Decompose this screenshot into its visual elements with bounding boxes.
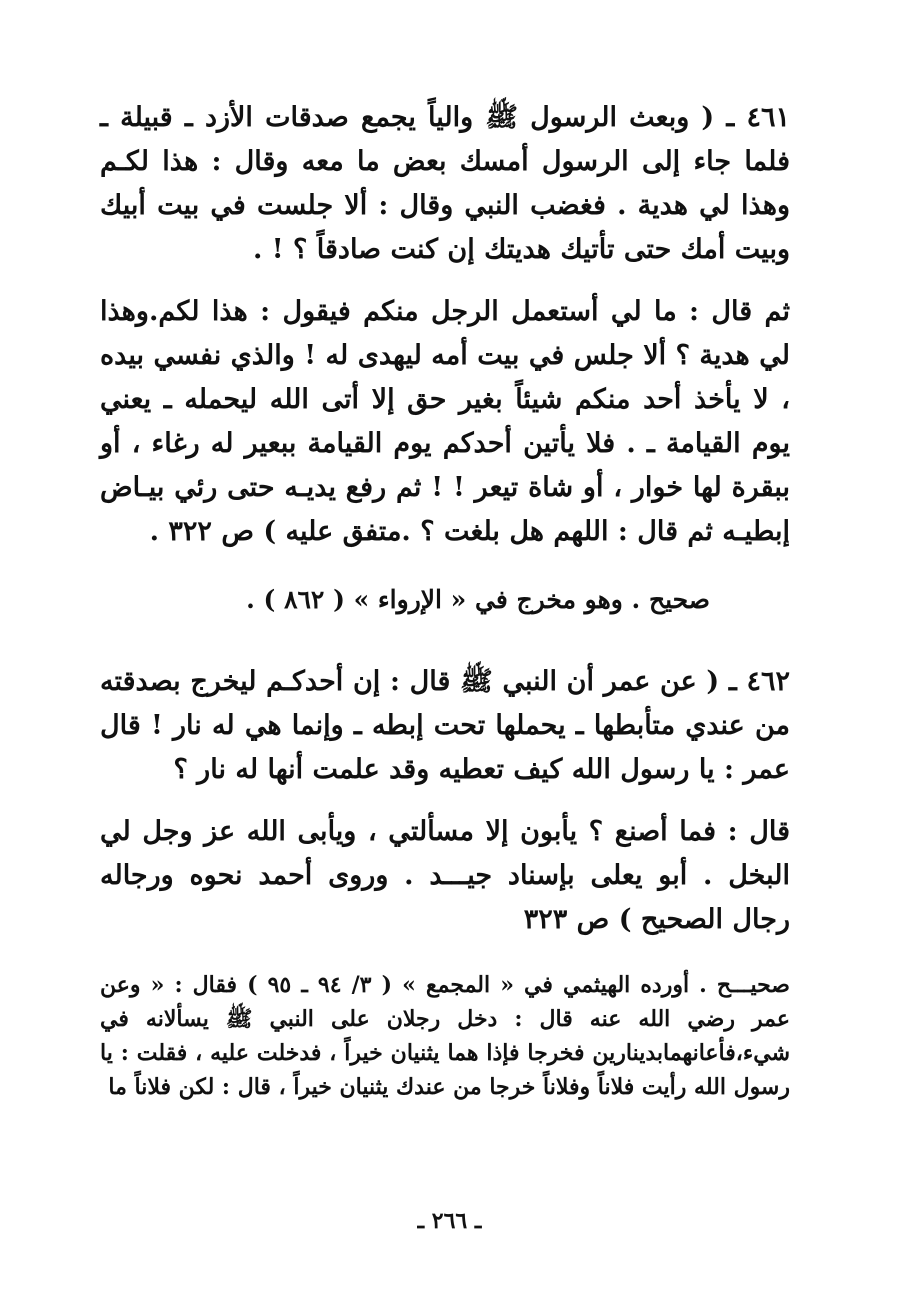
hadith-462-note: صحيـــح . أورده الهيثمي في « المجمع » ( ٣/ ٩٤ ـ ٩٥ ) فقال : « وعن عمر رضي الله عنه قال : دخل رجلان على النبي ﷺ يسألانه في شيء،فأعانهمابدينارين فخرجا فإذا هما يثنيان خيراً ، فدخلت عليه ، فقلت : يا رسول الله رأيت فلاناً وفلاناً خرجا من عندك يثنيان خيراً ، قال : لكن فلاناً ما [100, 972, 790, 1100]
hadith-462-commentary [100, 968, 790, 1104]
hadith-461 [100, 96, 790, 554]
hadith-461-text: ٤٦١ ـ ( وبعث الرسول ﷺ والياً يجمع صدقات الأزد ـ قبيلة ـ فلما جاء إلى الرسول أمسك بعض ما معه وقال : هذا لكـم وهذا لي هدية . فغضب النبي وقال : ألا جلست في بيت أبيك وبيت أمك حتى تأتيك هديتك إن كنت صادقاً ؟ ! . [100, 102, 790, 265]
verdict-461-block [100, 580, 790, 620]
hadith-461-verdict: صحيح . وهو مخرج في « الإرواء » ( ٨٦٢ ) . [246, 585, 710, 614]
book-page [100, 96, 790, 1246]
hadith-462 [100, 660, 790, 942]
hadith-462-continuation: قال : فما أصنع ؟ يأبون إلا مسألتي ، ويأبى الله عز وجل لي البخل . أبو يعلى بإسناد جيـــد . وروى أحمد نحوه ورجاله رجال الصحيح ) ص ٣٢٣ [100, 816, 790, 935]
hadith-462-text: ٤٦٢ ـ ( عن عمر أن النبي ﷺ قال : إن أحدكـم ليخرج بصدقته من عندي متأبطها ـ يحملها تحت إبطه ـ وإنما هي له نار ! قال عمر : يا رسول الله كيف تعطيه وقد علمت أنها له نار ؟ [100, 666, 790, 785]
page-number: ـ ٢٦٦ ـ [417, 1208, 482, 1234]
hadith-461-continuation: ثم قال : ما لي أستعمل الرجل منكم فيقول : هذا لكم.وهذا لي هدية ؟ ألا جلس في بيت أمه ليهدى له ! والذي نفسي بيده ، لا يأخذ أحد منكم شيئاً بغير حق إلا أتى الله ليحمله ـ يعني يوم القيامة ـ . فلا يأتين أحدكم يوم القيامة ببعير له رغاء ، أو ببقرة لها خوار ، أو شاة تيعر ! ! ثم رفع يديـه حتى رئي بيـاض إبطيـه ثم قال : اللهم هل بلغت ؟ .متفق عليه ) ص ٣٢٢ . [100, 296, 790, 547]
